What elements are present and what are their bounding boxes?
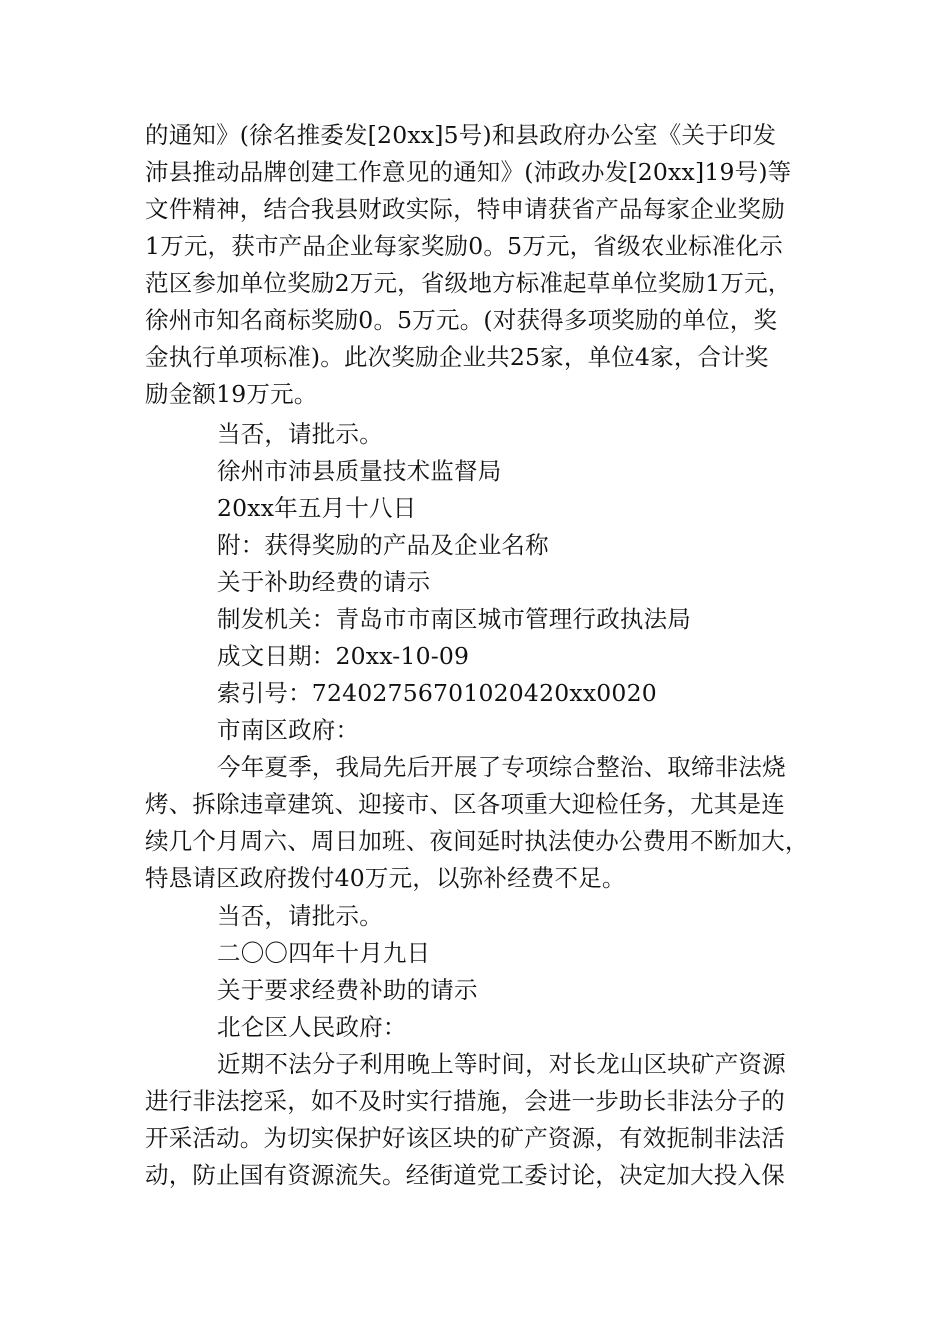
title-3: 关于要求经费补助的请示 [217, 976, 478, 1004]
paragraph-1-line-7: 金执行单项标准)。此次奖励企业共25家，单位4家，合计奖 [145, 343, 769, 371]
paragraph-3-line-2: 进行非法挖采，如不及时实行措施，会进一步助长非法分子的 [145, 1087, 785, 1115]
signature-1: 徐州市沛县质量技术监督局 [217, 457, 502, 485]
paragraph-2-line-4: 特恳请区政府拨付40万元，以弥补经费不足。 [145, 864, 626, 892]
closing-2: 当否，请批示。 [217, 902, 383, 930]
issue-date: 成文日期：20xx-10-09 [217, 642, 470, 670]
paragraph-1-line-8: 励金额19万元。 [145, 380, 318, 408]
title-2: 关于补助经费的请示 [217, 568, 431, 596]
paragraph-1-line-3: 文件精神，结合我县财政实际，特申请获省产品每家企业奖励 [145, 195, 785, 223]
closing-1: 当否，请批示。 [217, 420, 383, 448]
addressee-2: 市南区政府： [217, 716, 360, 744]
paragraph-2-line-2: 烤、拆除违章建筑、迎接市、区各项重大迎检任务，尤其是连 [145, 790, 785, 818]
paragraph-1-line-4: 1万元，获市产品企业每家奖励0。5万元，省级农业标准化示 [145, 232, 783, 260]
date-1: 20xx年五月十八日 [217, 494, 417, 522]
attachment-note: 附：获得奖励的产品及企业名称 [217, 531, 549, 559]
paragraph-1-line-5: 范区参加单位奖励2万元，省级地方标准起草单位奖励1万元， [145, 269, 792, 297]
paragraph-3-line-3: 开采活动。为切实保护好该区块的矿产资源，有效扼制非法活 [145, 1124, 785, 1152]
paragraph-3-line-1: 近期不法分子利用晚上等时间，对长龙山区块矿产资源 [217, 1050, 786, 1078]
paragraph-2-line-3: 续几个月周六、周日加班、夜间延时执法使办公费用不断加大， [145, 827, 809, 855]
paragraph-3-line-4: 动，防止国有资源流失。经街道党工委讨论，决定加大投入保 [145, 1161, 785, 1189]
paragraph-1-line-2: 沛县推动品牌创建工作意见的通知》(沛政办发[20xx]19号)等 [145, 158, 792, 186]
addressee-3: 北仑区人民政府： [217, 1013, 407, 1041]
issuer: 制发机关：青岛市市南区城市管理行政执法局 [217, 605, 691, 633]
paragraph-1-line-1: 的通知》(徐名推委发[20xx]5号)和县政府办公室《关于印发 [145, 121, 777, 149]
date-2: 二〇〇四年十月九日 [217, 939, 431, 967]
index-number: 索引号：7240275670102042​0xx0020 [217, 679, 657, 707]
paragraph-1-line-6: 徐州市知名商标奖励0。5万元。(对获得多项奖励的单位，奖 [145, 306, 778, 334]
paragraph-2-line-1: 今年夏季，我局先后开展了专项综合整治、取缔非法烧 [217, 753, 786, 781]
